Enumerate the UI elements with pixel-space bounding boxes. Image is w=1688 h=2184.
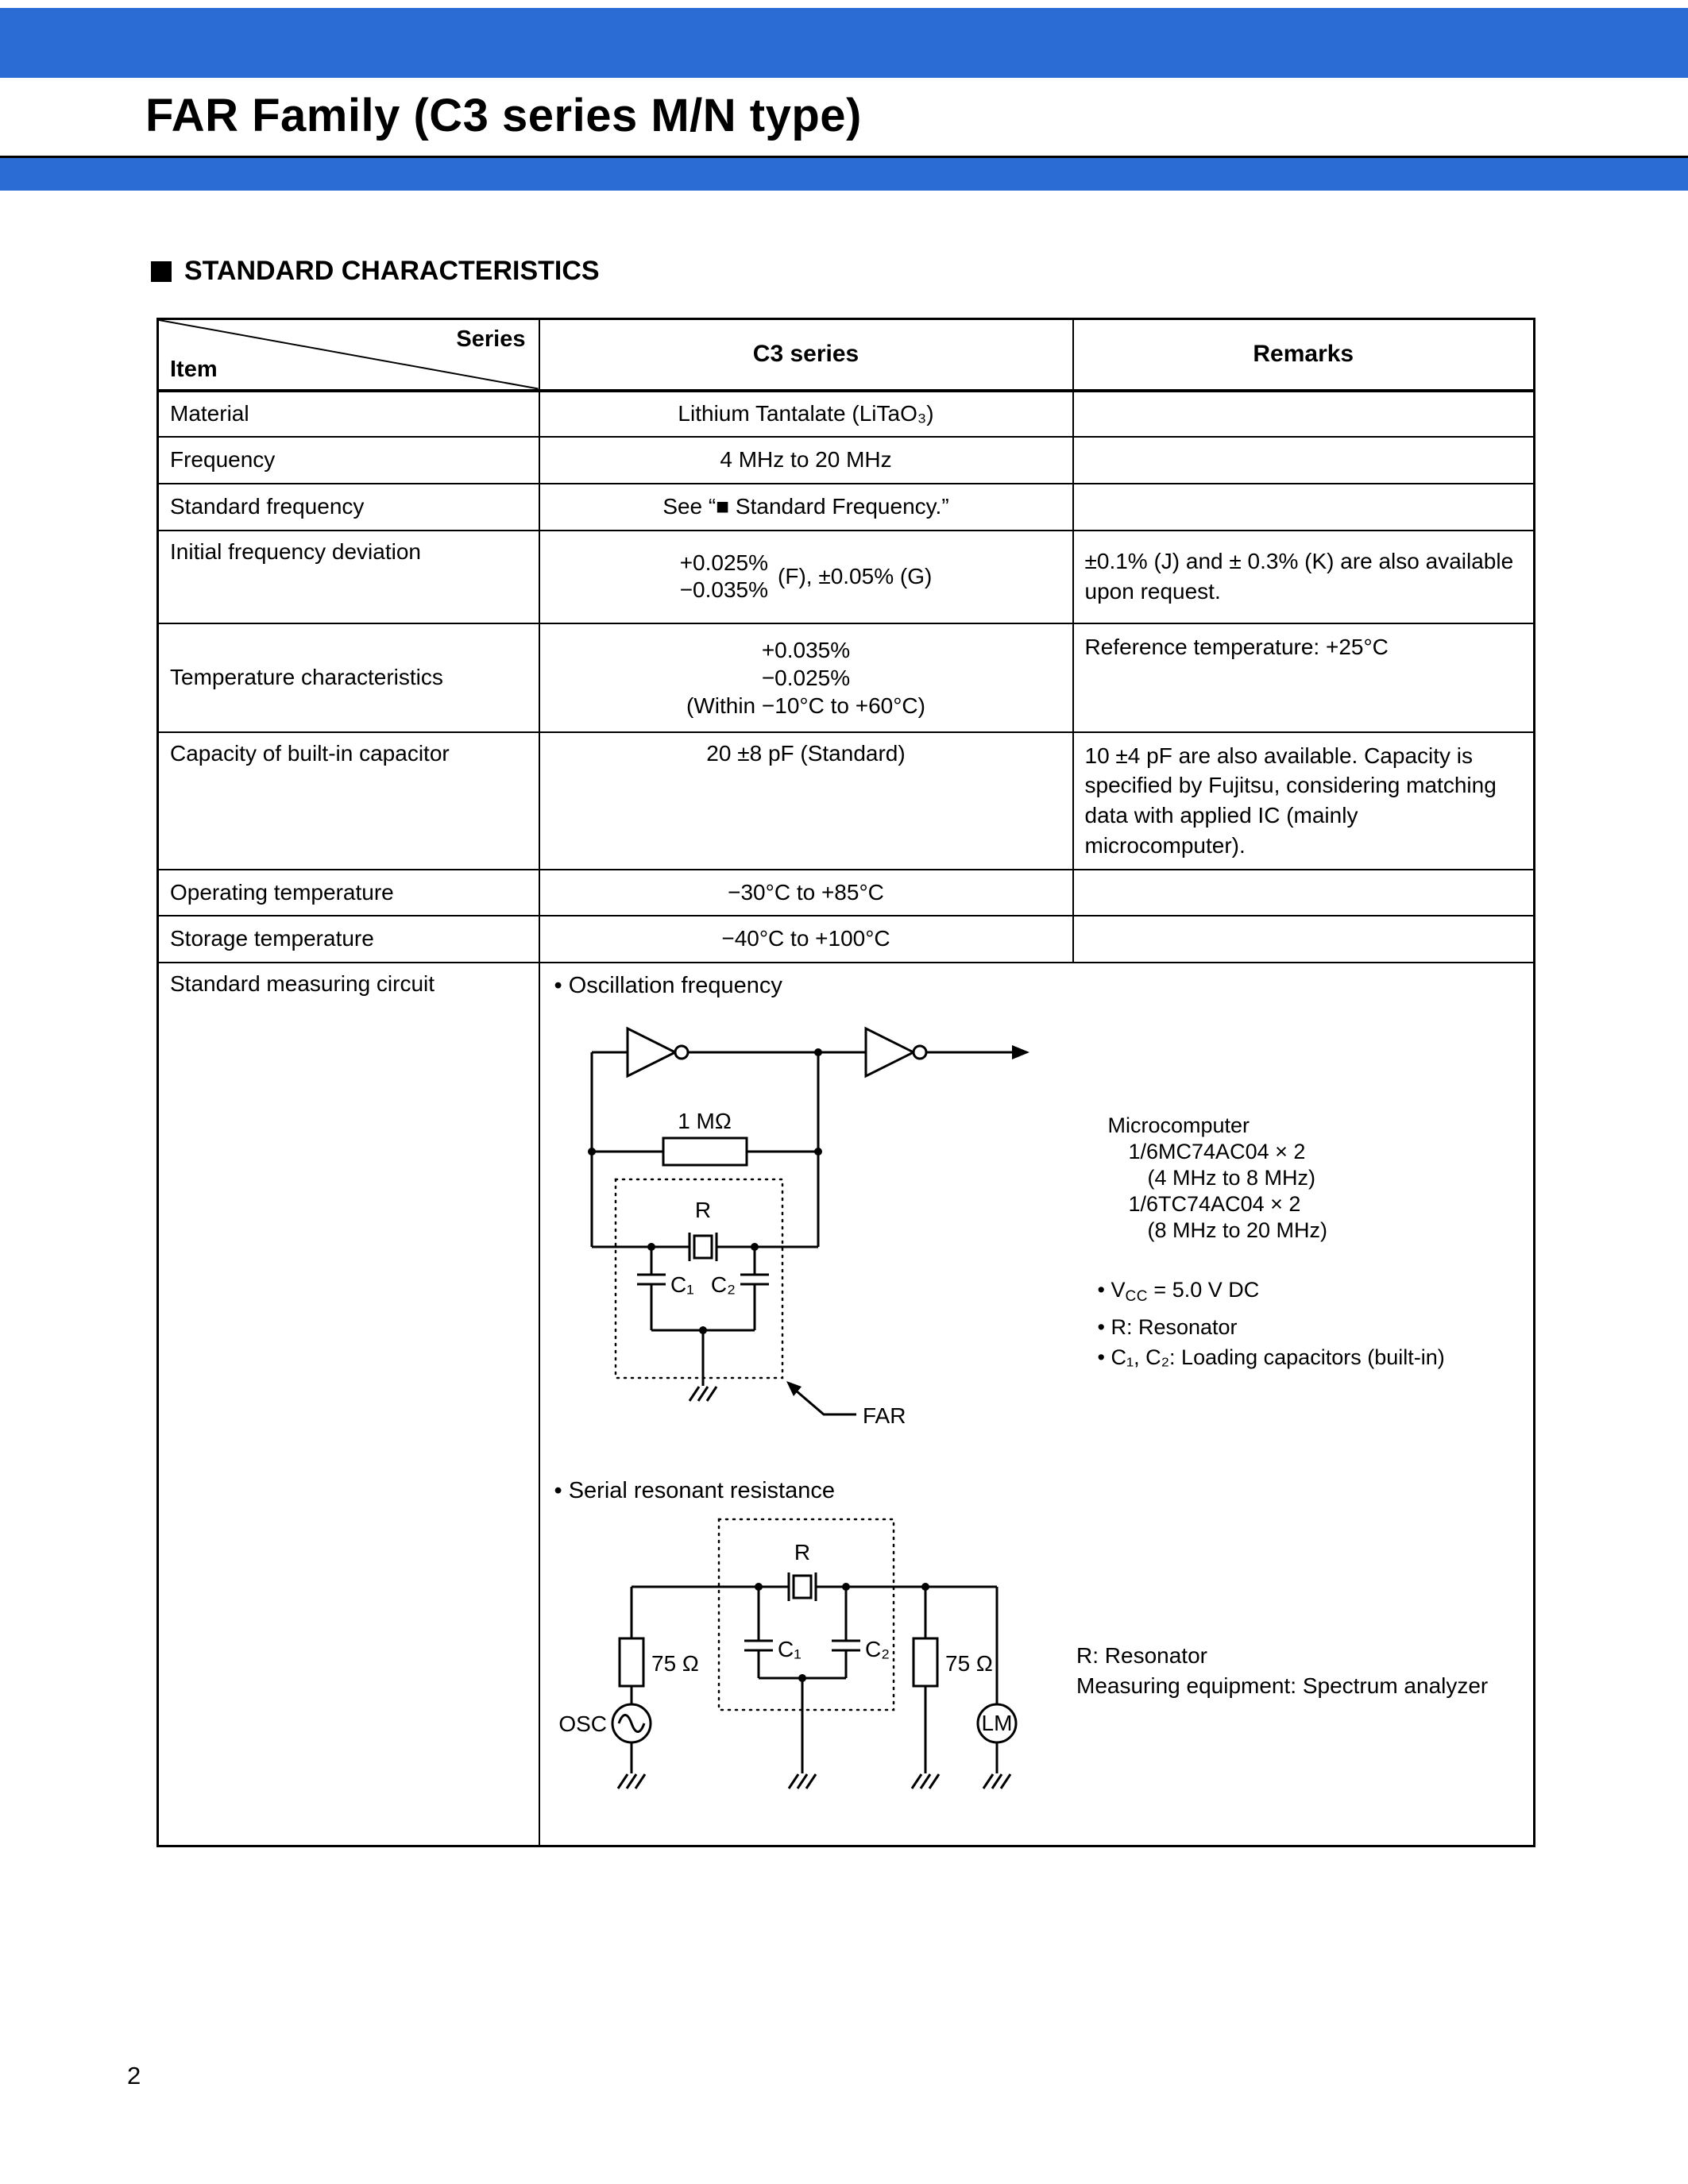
- deviation-suffix: (F), ±0.05% (G): [778, 564, 933, 588]
- loading-capacitor-note: • C₁, C₂: Loading capacitors (built-in): [1097, 1345, 1445, 1369]
- table-row-standard-frequency: [158, 484, 1535, 531]
- row-item-frequency: Frequency: [158, 437, 539, 484]
- row-remarks-frequency: [1073, 437, 1535, 484]
- resonator-symbol: [789, 1540, 816, 1601]
- row-remarks-capacity: 10 ±4 pF are also available. Capacity is specified by Fujitsu, considering matching data with applied IC (mainly microcomputer).: [1073, 732, 1535, 870]
- deviation-top: +0.025%: [679, 550, 769, 575]
- ic-part-1: 1/6MC74AC04 × 2: [1128, 1139, 1306, 1163]
- series-header-label: Series: [456, 326, 526, 352]
- right-resistor-symbol: [912, 1583, 993, 1788]
- temperature-line1: +0.035%: [761, 637, 851, 662]
- far-label: FAR: [862, 1403, 906, 1428]
- resonator-note: R: Resonator: [1076, 1642, 1207, 1668]
- table-row-temperature: [158, 623, 1535, 732]
- microcomputer-note-title: Microcomputer: [1107, 1113, 1250, 1137]
- signal-arrow-icon: [1012, 1045, 1029, 1059]
- section-heading-text: STANDARD CHARACTERISTICS: [184, 256, 600, 286]
- deviation-stack: [680, 550, 768, 604]
- c1-label: C₁: [670, 1271, 694, 1297]
- table-row-storage-temperature: [158, 916, 1535, 963]
- feedback-resistor-symbol: [588, 1109, 822, 1165]
- ground-icon: [618, 1774, 645, 1788]
- table-row-operating-temperature: [158, 870, 1535, 916]
- row-value-operating-temperature: −30°C to +85°C: [539, 870, 1073, 916]
- osc-label: OSC: [558, 1711, 607, 1736]
- osc-source-symbol: [558, 1704, 651, 1788]
- row-value-standard-frequency: See “■ Standard Frequency.”: [539, 484, 1073, 531]
- page-number: 2: [127, 2062, 141, 2089]
- capacitor-c2-symbol: [832, 1583, 890, 1678]
- ic-part-2: 1/6TC74AC04 × 2: [1128, 1191, 1301, 1216]
- oscillation-circuit-diagram: [540, 1013, 1517, 1469]
- ground-icon: [912, 1774, 939, 1788]
- item-series-header-cell: [158, 319, 539, 391]
- row-item-measuring-circuit: Standard measuring circuit: [158, 963, 539, 1846]
- resistor-value-label: 1 MΩ: [677, 1108, 732, 1133]
- resonator-symbol: [592, 1198, 818, 1261]
- row-remarks-material: [1073, 391, 1535, 437]
- right-resistor-label: 75 Ω: [944, 1650, 993, 1676]
- top-blue-band: [0, 8, 1688, 78]
- resonator-label: R: [794, 1539, 810, 1565]
- serial-resonant-svg: [540, 1515, 1517, 1841]
- capacitor-c2-symbol: [710, 1243, 768, 1330]
- row-value-capacity: 20 ±8 pF (Standard): [539, 732, 1073, 870]
- table-row-initial-deviation: [158, 531, 1535, 623]
- row-value-frequency: 4 MHz to 20 MHz: [539, 437, 1073, 484]
- row-item-capacity: Capacity of built-in capacitor: [158, 732, 539, 870]
- vcc-note-sub: CC: [1125, 1287, 1148, 1305]
- c2-label: C₂: [710, 1271, 736, 1297]
- ground-icon: [789, 1774, 816, 1788]
- row-item-initial-deviation: Initial frequency deviation: [158, 531, 539, 623]
- row-remarks-standard-frequency: [1073, 484, 1535, 531]
- serial-circuit-notes: [1076, 1643, 1488, 1698]
- row-value-temperature: [539, 623, 1073, 732]
- capacitor-ground-wire: [759, 1674, 846, 1788]
- section-square-icon: [151, 261, 172, 282]
- section-heading: [151, 256, 600, 287]
- row-remarks-storage-temperature: [1073, 916, 1535, 963]
- row-item-temperature: Temperature characteristics: [158, 623, 539, 732]
- row-value-storage-temperature: −40°C to +100°C: [539, 916, 1073, 963]
- vcc-note: [1098, 1275, 1445, 1312]
- oscillation-frequency-title: • Oscillation frequency: [554, 972, 782, 998]
- table-row-capacity: [158, 732, 1535, 870]
- mid-blue-band: [0, 158, 1688, 191]
- vcc-note-pre: • V: [1097, 1277, 1126, 1302]
- table-row-frequency: [158, 437, 1535, 484]
- page-title: FAR Family (C3 series M/N type): [145, 90, 862, 141]
- c1-label: C₁: [777, 1636, 802, 1661]
- row-remarks-temperature: Reference temperature: +25°C: [1073, 623, 1535, 732]
- ground-icon: [983, 1774, 1010, 1788]
- ground-icon: [689, 1387, 717, 1401]
- temperature-line3: (Within −10°C to +60°C): [686, 693, 925, 718]
- c3-series-header: C3 series: [539, 319, 1073, 391]
- row-item-storage-temperature: Storage temperature: [158, 916, 539, 963]
- deviation-bottom: −0.035%: [679, 577, 769, 602]
- row-value-material: Lithium Tantalate (LiTaO₃): [539, 391, 1073, 437]
- serial-resonant-circuit-diagram: [540, 1515, 1517, 1841]
- ic-range-2: (8 MHz to 20 MHz): [1147, 1217, 1328, 1242]
- remarks-header: Remarks: [1073, 319, 1535, 391]
- inverter2-icon: [866, 1028, 926, 1076]
- table-header-row: [158, 319, 1535, 391]
- lm-meter-symbol: [978, 1587, 1016, 1788]
- condition-notes: [1098, 1275, 1445, 1372]
- row-remarks-initial-deviation: ±0.1% (J) and ± 0.3% (K) are also available upon request.: [1073, 531, 1535, 623]
- row-item-operating-temperature: Operating temperature: [158, 870, 539, 916]
- table-row-material: [158, 391, 1535, 437]
- far-callout: [786, 1381, 906, 1428]
- row-item-material: Material: [158, 391, 539, 437]
- row-remarks-operating-temperature: [1073, 870, 1535, 916]
- vcc-note-rest: = 5.0 V DC: [1147, 1277, 1260, 1302]
- standard-characteristics-table: [156, 318, 1535, 1847]
- row-value-initial-deviation: [539, 531, 1073, 623]
- inverter1-icon: [628, 1028, 688, 1076]
- equipment-note: Measuring equipment: Spectrum analyzer: [1076, 1673, 1488, 1698]
- microcomputer-notes: [1108, 1113, 1328, 1244]
- left-resistor-symbol: [620, 1587, 699, 1704]
- ground-wire: [651, 1326, 755, 1401]
- resonator-label: R: [694, 1197, 711, 1222]
- lm-label: LM: [981, 1710, 1012, 1735]
- oscillation-circuit-svg: [540, 1013, 1517, 1469]
- table-row-measuring-circuit: [158, 963, 1535, 1846]
- measuring-circuit-cell: [539, 963, 1535, 1846]
- capacitor-c1-symbol: [637, 1243, 694, 1330]
- resonator-note: • R: Resonator: [1097, 1314, 1238, 1339]
- row-item-standard-frequency: Standard frequency: [158, 484, 539, 531]
- item-header-label: Item: [170, 356, 218, 382]
- temperature-line2: −0.025%: [761, 665, 851, 690]
- ic-range-1: (4 MHz to 8 MHz): [1147, 1165, 1316, 1190]
- c2-label: C₂: [864, 1636, 890, 1661]
- left-resistor-label: 75 Ω: [651, 1650, 699, 1676]
- serial-resonant-title: • Serial resonant resistance: [554, 1477, 835, 1503]
